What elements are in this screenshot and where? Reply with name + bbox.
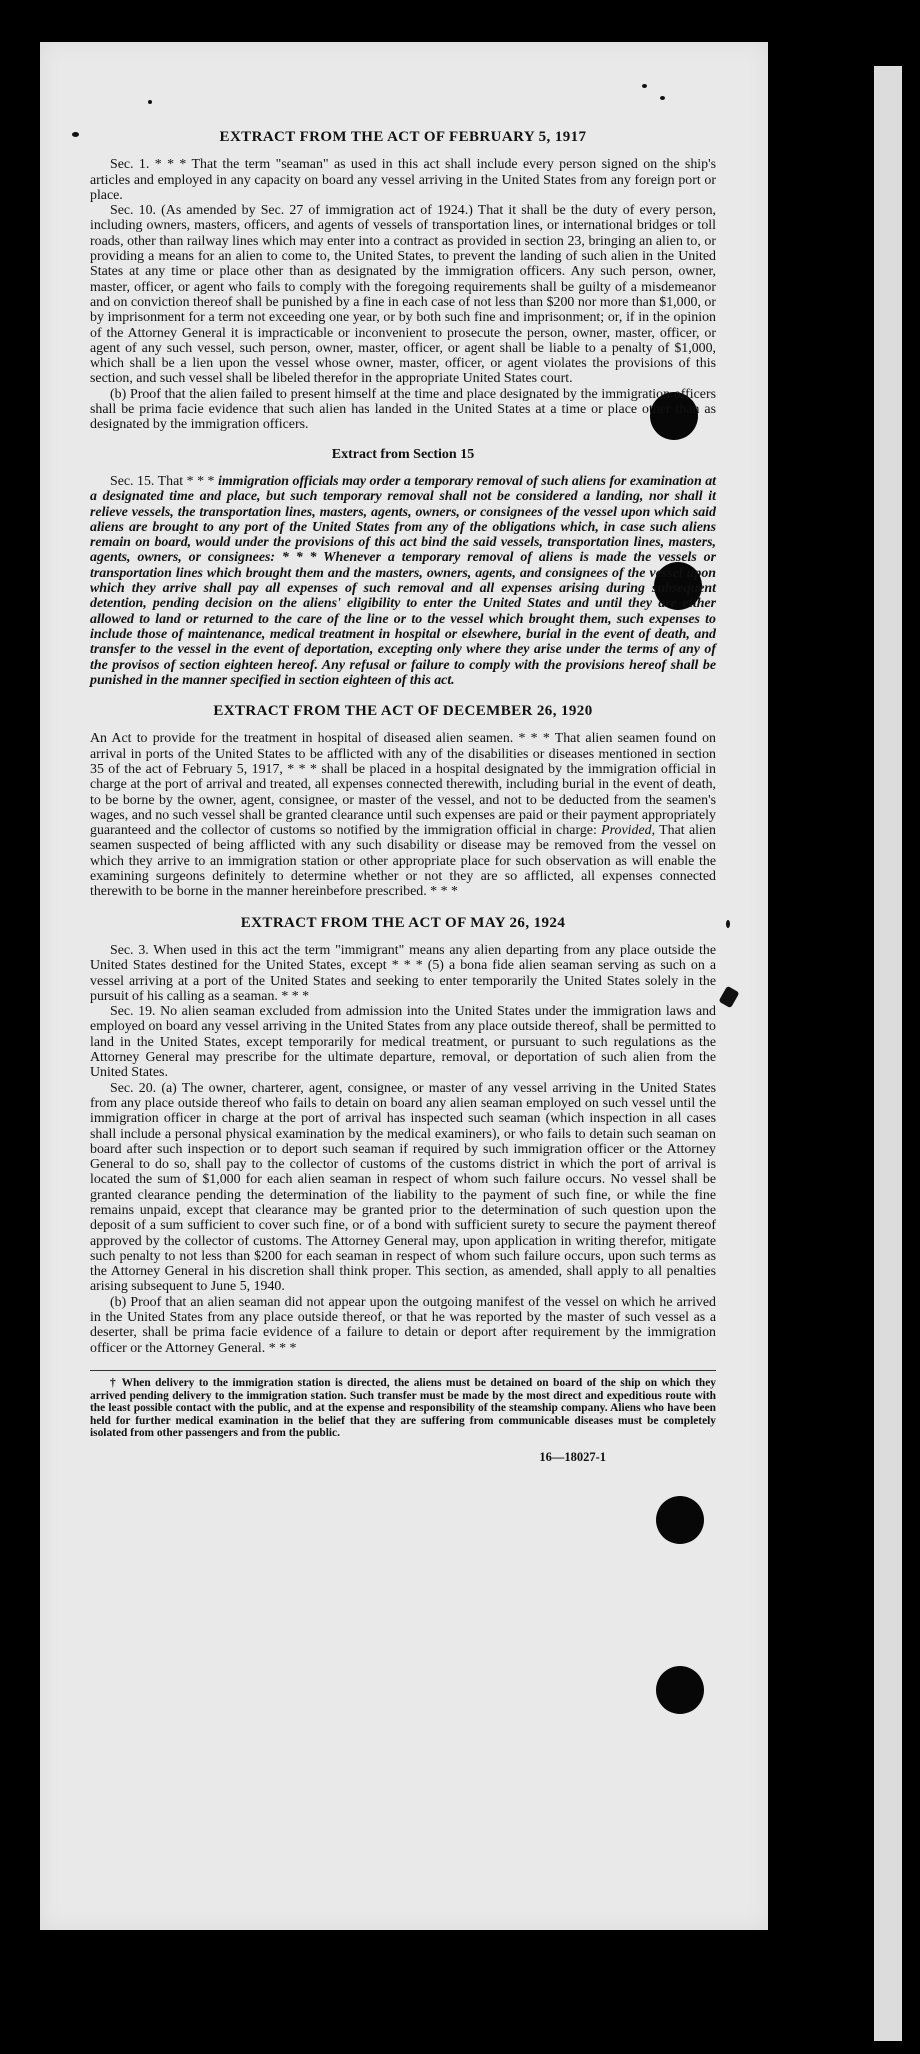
- paragraph-text: , That alien seamen suspected of being afflicted with any such disability or disease may be removed from the vessel on which they arrive to an immigration station or other appropriate place for such observation as will enable the examining surgeons definitely to determine whether or not they are so afflicted, all expenses connected therewith to be borne in the manner hereinbefore prescribed. * * *: [90, 823, 716, 900]
- paragraph: Sec. 10. (As amended by Sec. 27 of immigration act of 1924.) That it shall be the duty of every person, including owners, masters, officers, and agents of vessels of transportation lines, or international bridges or toll roads, other than railway lines which may enter into a contract as provided in section 23, bringing an alien to, or providing a means for an alien to come to, the United States, to prevent the landing of such alien in the United States at any time or place other than as designated by the immigration officers. Any such person, owner, master, officer, or agent who fails to comply with the foregoing requirements shall be guilty of a misdemeanor and on conviction thereof shall be punished by a fine in each case of not less than $200 nor more than $1,000, or by imprisonment for a term not exceeding one year, or by both such fine and imprisonment; or, if in the opinion of the Attorney General it is impracticable or inconvenient to prosecute the person, owner, master, officer, or agent of any such vessel, such person, owner, master, officer, or agent shall be liable to a penalty of $1,000, which shall be a lien upon the vessel whose owner, master, officer, or agent violates the provisions of this section, and such vessel shall be libeled therefor in the appropriate United States court.: [90, 203, 716, 387]
- section-heading: EXTRACT FROM THE ACT OF MAY 26, 1924: [240, 914, 566, 931]
- section-subheading: Extract from Section 15: [331, 446, 475, 462]
- paragraph: [90, 731, 716, 899]
- footnote: † When delivery to the immigration station is directed, the aliens must be detained on board of the ship on which they arrived pending delivery to the immigration station. Such transfer must be made by the most direct and expeditious route with the least possible contact with the public, and at the expense and responsibility of the steamship company. Aliens who have been held for further medical examination in the belief that they are suffering from communicable diseases must be completely isolated from other passengers and from the public.: [90, 1376, 716, 1440]
- paragraph: Sec. 1. * * * That the term "seaman" as used in this act shall include every person signed on the ship's articles and employed in any capacity on board any vessel arriving in the United States from any foreign port or place.: [90, 157, 716, 203]
- footnote-divider: [90, 1370, 716, 1371]
- paragraph: Sec. 20. (a) The owner, charterer, agent, consignee, or master of any vessel arriving in the United States from any place outside thereof who fails to detain on board any alien seaman employed on such vessel until the immigration officer in charge at the port of arrival has inspected such seaman (which inspection in all cases shall include a personal physical examination by the medical examiners), or who fails to detain such seaman on board after such inspection or to deport such seaman if required by such immigration officer or the Attorney General to do so, shall pay to the collector of customs of the customs district in which the port of arrival is located the sum of $1,000 for each alien seaman in respect of whom such failure occurs. No vessel shall be granted clearance pending the determination of the liability to the payment of such fine, or while the fine remains unpaid, except that clearance may be granted prior to the determination of such question upon the deposit of a sum sufficient to cover such fine, or of a bond with sufficient surety to secure the payment thereof approved by the collector of customs. The Attorney General may, upon application in writing therefor, mitigate such penalty to not less than $200 for each seaman in respect of whom such failure occurs, upon such terms as the Attorney General in his discretion shall think proper. This section, as amended, shall apply to all penalties arising subsequent to June 5, 1940.: [90, 1080, 716, 1295]
- dust-speck: [642, 84, 647, 88]
- paragraph: [90, 474, 716, 688]
- dust-speck: [726, 920, 730, 928]
- section-heading: EXTRACT FROM THE ACT OF FEBRUARY 5, 1917: [219, 129, 587, 145]
- punch-hole: [656, 1666, 704, 1714]
- paragraph: (b) Proof that an alien seaman did not appear upon the outgoing manifest of the vessel on which he arrived in the United States from any place outside thereof, or that he was reported by the master of such vessel as a deserter, shall be prima facie evidence of a failure to detain or deport after requirement by the immigration officer or the Attorney General. * * *: [90, 1294, 716, 1356]
- paragraph: Sec. 19. No alien seaman excluded from admission into the United States under the immigration laws and employed on board any vessel arriving in the United States from any place outside thereof, shall be permitted to land in the United States, except temporarily for medical treatment, or pursuant to such regulations as the Attorney General may prescribe for the ultimate departure, removal, or deportation of such alien from the United States.: [90, 1004, 716, 1081]
- paragraph-lead: Sec. 15. That * * *: [110, 473, 219, 489]
- adjacent-page-edge: [874, 66, 902, 2041]
- dust-speck: [148, 100, 152, 104]
- section-heading: EXTRACT FROM THE ACT OF DECEMBER 26, 1920: [213, 703, 593, 720]
- paragraph: (b) Proof that the alien failed to present himself at the time and place designated by the immigration officers shall be prima facie evidence that such alien has landed in the United States at a time or place other than as designated by the immigration officers.: [90, 386, 716, 433]
- dust-speck: [72, 132, 79, 137]
- form-number: 16—18027-1: [539, 1449, 606, 1464]
- document-text: [90, 130, 716, 1465]
- paragraph: Sec. 3. When used in this act the term "immigrant" means any alien departing from any place outside the United States destined for the United States, except * * * (5) a bona fide alien seaman serving as such on a vessel arriving at a port of the United States and seeking to enter temporarily the United States solely in the pursuit of his calling as a seaman. * * *: [90, 942, 716, 1004]
- dust-speck: [660, 96, 665, 100]
- punch-hole: [656, 1496, 704, 1544]
- proviso-word: Provided: [601, 823, 652, 839]
- paragraph-text: An Act to provide for the treatment in hospital of diseased alien seamen. * * * That alien seamen found on arrival in ports of the United States to be afflicted with any of the disabilities or diseases mentioned in section 35 of the act of February 5, 1917, * * * shall be placed in a hospital designated by the immigration official in charge at the port of arrival and treated, all expenses connected therewith, including burial in the event of death, to be borne by the owner, agent, consignee, or master of the vessel, and not to be deducted from the seamen's wages, and no such vessel shall be granted clearance until such expenses are paid or their payment appropriately guaranteed and the collector of customs so notified by the immigration official in charge:: [90, 731, 716, 839]
- paragraph-italic-text: immigration officials may order a temporary removal of such aliens for examination at a designated time and place, but such temporary removal shall not be considered a landing, nor shall it relieve vessels, the transportation lines, masters, agents, owners, or consignees of the vessel upon which said aliens are brought to any port of the United States from any of the obligations which, in case such aliens remain on board, would under the provisions of this act bind the said vessels, transportation lines, masters, agents, owners, or consignees: * * * Whenever a temporary removal of aliens is made the vessels or transportation lines which brought them and the masters, owners, agents, and consignees of the vessel upon which they arrive shall pay all expenses of such removal and all expenses arising during subsequent detention, pending decision on the aliens' eligibility to enter the United States and until they are either allowed to land or returned to the care of the line or to the vessel which brought them, such expenses to include those of maintenance, medical treatment in hospital or elsewhere, burial in the event of death, and transfer to the vessel in the event of deportation, excepting only where they arise under the terms of any of the provisos of section eighteen hereof. Any refusal or failure to comply with the provisions hereof shall be punished in the manner specified in section eighteen of this act.: [90, 473, 716, 688]
